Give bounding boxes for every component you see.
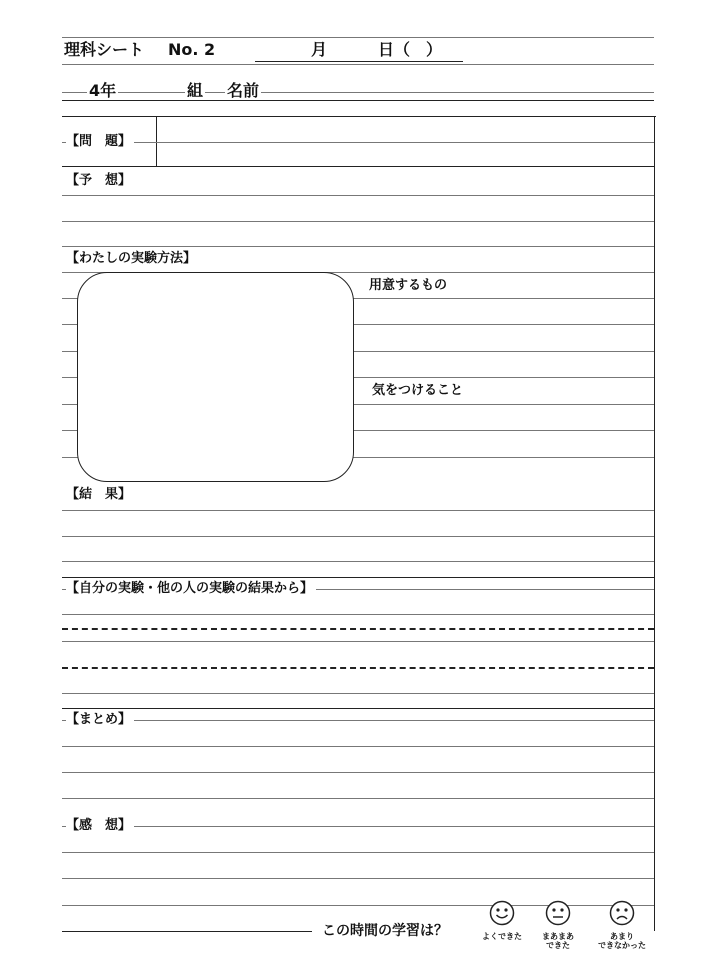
comparison-line-3 <box>62 641 654 642</box>
prediction-heading: 【予 想】 <box>66 174 134 187</box>
summary-line-1 <box>62 720 654 721</box>
problem-divider <box>156 116 157 166</box>
smile-face-icon <box>489 900 515 926</box>
self-eval-option-ok[interactable] <box>530 900 586 950</box>
problem-bottom <box>62 166 654 167</box>
comparison-bottom <box>62 708 654 709</box>
name-row-rule <box>62 92 654 93</box>
name-row-underline <box>62 100 654 101</box>
self-eval-good-label: よくできた <box>482 932 522 941</box>
result-bottom <box>62 577 654 578</box>
month-label: 月 <box>311 40 328 59</box>
comparison-dashed-2 <box>62 667 654 669</box>
sad-face-icon <box>609 900 635 926</box>
summary-line-3 <box>62 772 654 773</box>
frame-top <box>62 116 656 117</box>
impression-line-2 <box>62 852 654 853</box>
result-heading: 【結 果】 <box>66 488 134 501</box>
cautions-label: 気をつけること <box>372 383 464 398</box>
sheet-label: 理科シート <box>64 40 145 59</box>
header-top-rule <box>62 37 654 38</box>
sheet-number: No. 2 <box>168 40 216 59</box>
grade-label: 4年 <box>89 81 117 100</box>
class-label: 組 <box>187 81 204 100</box>
method-heading: 【わたしの実験方法】 <box>66 252 199 265</box>
self-evaluation-question: この時間の学習は？ <box>322 923 448 939</box>
comparison-line-2 <box>62 614 654 615</box>
prediction-line-2 <box>62 221 654 222</box>
name-label: 名前 <box>227 81 260 100</box>
header-rule-2 <box>62 64 654 65</box>
problem-heading: 【問 題】 <box>66 135 134 148</box>
self-eval-ok-label: まあまあ できた <box>542 932 574 951</box>
summary-heading: 【まとめ】 <box>66 713 134 726</box>
result-line-2 <box>62 536 654 537</box>
self-eval-option-poor[interactable] <box>588 900 656 950</box>
materials-label: 用意するもの <box>369 278 448 293</box>
summary-line-4 <box>62 798 654 799</box>
frame-right <box>654 116 655 931</box>
self-eval-poor-label: あまり できなかった <box>598 932 646 951</box>
frame-bottom <box>62 931 312 932</box>
comparison-dashed-1 <box>62 628 654 630</box>
result-line-3 <box>62 561 654 562</box>
comparison-line-4 <box>62 693 654 694</box>
self-eval-option-good[interactable] <box>474 900 530 941</box>
day-label: 日（ ） <box>378 40 443 59</box>
experiment-drawing-box[interactable] <box>77 272 354 482</box>
comparison-heading: 【自分の実験・他の人の実験の結果から】 <box>66 582 316 595</box>
prediction-line-3 <box>62 246 654 247</box>
result-line-1 <box>62 510 654 511</box>
date-underline <box>255 61 463 62</box>
problem-writing-line <box>62 142 654 143</box>
neutral-face-icon <box>545 900 571 926</box>
prediction-line-1 <box>62 195 654 196</box>
summary-line-2 <box>62 746 654 747</box>
impression-line-1 <box>62 826 654 827</box>
impression-line-3 <box>62 878 654 879</box>
impression-heading: 【感 想】 <box>66 819 134 832</box>
